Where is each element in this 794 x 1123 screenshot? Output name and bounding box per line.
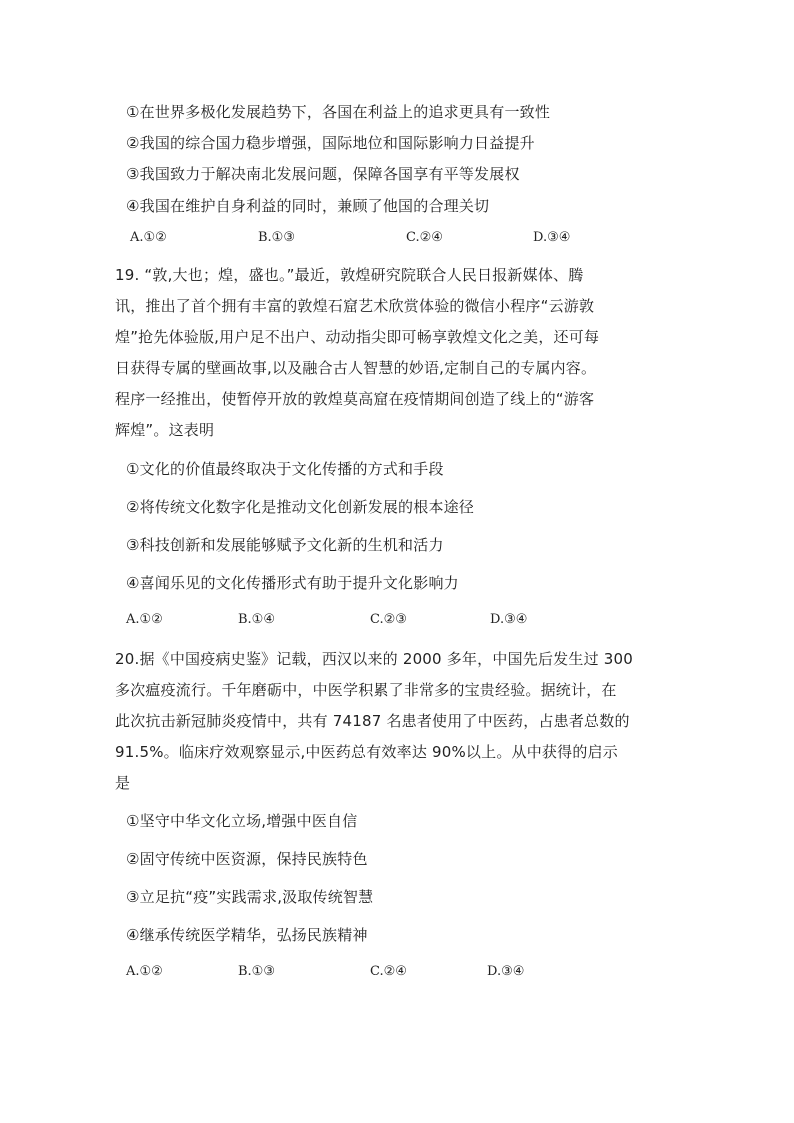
q18-item-3: ③我国致力于解决南北发展问题，保障各国享有平等发展权 <box>126 165 520 183</box>
q18-option-d: D.③④ <box>533 230 571 245</box>
q19-option-d: D.③④ <box>490 612 528 627</box>
q20-option-a: A.①② <box>126 964 163 979</box>
q20-option-c: C.②④ <box>370 964 407 979</box>
q20-stem-line-3: 此次抗击新冠肺炎疫情中，共有 74187 名患者使用了中医药，占患者总数的 <box>115 712 630 730</box>
q20-option-d: D.③④ <box>487 964 525 979</box>
q19-item-3: ③科技创新和发展能够赋予文化新的生机和活力 <box>126 536 444 554</box>
q18-option-b: B.①③ <box>258 230 295 245</box>
q20-item-3: ③立足抗“疫”实践需求,汲取传统智慧 <box>126 888 374 906</box>
q19-stem-line-5: 程序一经推出，使暂停开放的敦煌莫高窟在疫情期间创造了线上的“游客 <box>115 390 595 408</box>
q19-option-a: A.①② <box>126 612 163 627</box>
q19-stem-line-3: 煌”抢先体验版,用户足不出户、动动指尖即可畅享敦煌文化之美，还可每 <box>115 328 600 346</box>
q18-option-a: A.①② <box>130 230 167 245</box>
q18-item-2: ②我国的综合国力稳步增强，国际地位和国际影响力日益提升 <box>126 134 535 152</box>
q20-item-2: ②固守传统中医资源，保持民族特色 <box>126 850 368 868</box>
q20-item-1: ①坚守中华文化立场,增强中医自信 <box>126 812 358 830</box>
q19-stem-line-4: 日获得专属的壁画故事,以及融合古人智慧的妙语,定制自己的专属内容。 <box>115 359 597 377</box>
q19-item-1: ①文化的价值最终取决于文化传播的方式和手段 <box>126 460 444 478</box>
q19-stem-line-1: 19. “敦,大也；煌，盛也。”最近，敦煌研究院联合人民日报新媒体、腾 <box>115 266 584 284</box>
q20-stem-line-2: 多次瘟疫流行。千年磨砺中，中医学积累了非常多的宝贵经验。据统计，在 <box>115 681 617 699</box>
q20-stem-line-4: 91.5%。临床疗效观察显示,中医药总有效率达 90%以上。从中获得的启示 <box>115 743 618 761</box>
q19-stem-line-2: 讯，推出了首个拥有丰富的敦煌石窟艺术欣赏体验的微信小程序“云游敦 <box>115 297 595 315</box>
q20-stem-line-1: 20.据《中国疫病史鉴》记载，西汉以来的 2000 多年，中国先后发生过 300 <box>115 650 633 668</box>
q19-option-b: B.①④ <box>238 612 275 627</box>
q19-option-c: C.②③ <box>370 612 407 627</box>
q20-stem-line-5: 是 <box>115 774 131 792</box>
q20-option-b: B.①③ <box>238 964 275 979</box>
q19-item-4: ④喜闻乐见的文化传播形式有助于提升文化影响力 <box>126 574 459 592</box>
q20-item-4: ④继承传统医学精华，弘扬民族精神 <box>126 926 368 944</box>
q18-option-c: C.②④ <box>406 230 443 245</box>
q18-item-1: ①在世界多极化发展趋势下，各国在利益上的追求更具有一致性 <box>126 103 551 121</box>
q19-item-2: ②将传统文化数字化是推动文化创新发展的根本途径 <box>126 498 475 516</box>
q19-stem-line-6: 辉煌”。这表明 <box>115 421 215 439</box>
q18-item-4: ④我国在维护自身利益的同时，兼顾了他国的合理关切 <box>126 197 490 215</box>
